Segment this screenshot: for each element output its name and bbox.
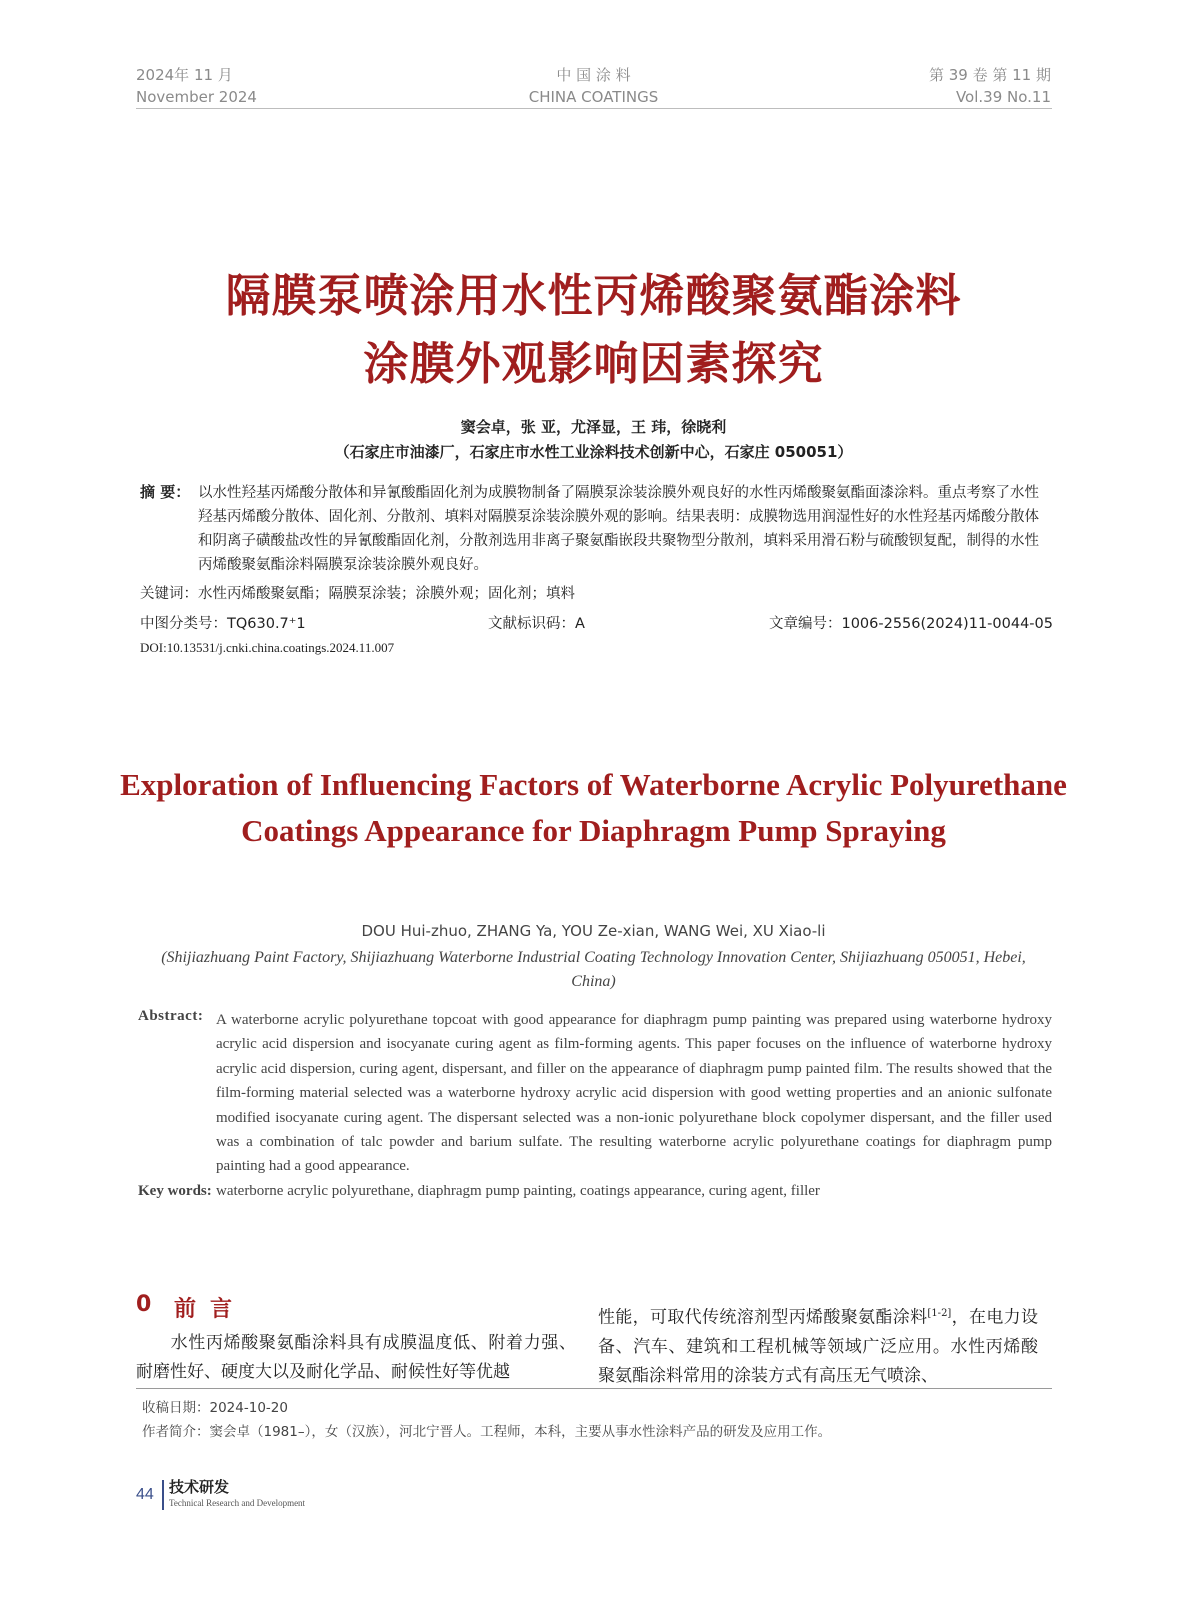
title-cn-line2: 涂膜外观影响因素探究: [363, 337, 824, 390]
title-en: Exploration of Influencing Factors of Waterborne Acrylic Polyurethane Coatings Appearance for Diaphragm Pump Spraying: [120, 767, 1067, 848]
header-date-en: November 2024: [136, 88, 257, 106]
affiliation-en: (Shijiazhuang Paint Factory, Shijiazhuang Waterborne Industrial Coating Technology Innovation Center, Shijiazhuang 050051, Hebei, China): [161, 949, 1026, 990]
section-number: 0: [136, 1292, 152, 1317]
header-volume: [929, 64, 1051, 108]
header-date-cn: 2024年 11 月: [136, 66, 233, 84]
title-cn-line1: 隔膜泵喷涂用水性丙烯酸聚氨酯涂料: [225, 269, 962, 322]
body-column-left: [136, 1329, 576, 1387]
authors-cn: 窦会卓，张 亚，尤泽显，王 玮，徐晓利: [460, 418, 727, 436]
footnote-divider: [136, 1388, 1052, 1389]
abstract-cn-label: 摘 要：: [140, 483, 191, 501]
received-date: 收稿日期：2024-10-20: [142, 1400, 288, 1416]
footer-section-cn: 技术研发: [169, 1478, 230, 1496]
header-journal-cn: 中 国 涂 料: [556, 66, 631, 84]
keywords-en-label: Key words:: [138, 1183, 212, 1199]
doi[interactable]: DOI:10.13531/j.cnki.china.coatings.2024.11.007: [140, 640, 395, 655]
author-bio: 作者简介：窦会卓（1981–），女（汉族），河北宁晋人。工程师，本科，主要从事水性涂料产品的研发及应用工作。: [142, 1424, 832, 1440]
keywords-cn: 关键词：水性丙烯酸聚氨酯；隔膜泵涂装；涂膜外观；固化剂；填料: [140, 586, 575, 602]
section-title: 前言: [174, 1297, 247, 1322]
keywords-en-text: waterborne acrylic polyurethane, diaphragm pump painting, coatings appearance, curing agent, filler: [216, 1183, 820, 1199]
document-code: 文献标识码：A: [488, 616, 585, 632]
footer-section-en: Technical Research and Development: [169, 1498, 306, 1508]
header-volume-cn: 第 39 卷 第 11 期: [928, 66, 1051, 84]
authors-en: DOU Hui-zhuo, ZHANG Ya, YOU Ze-xian, WANG Wei, XU Xiao-li: [361, 922, 826, 940]
citation-ref[interactable]: [1-2]: [927, 1308, 952, 1319]
header-journal-en: CHINA COATINGS: [528, 88, 659, 106]
header-divider: [136, 108, 1052, 109]
header-volume-en: Vol.39 No.11: [955, 88, 1051, 106]
classification-number: 中图分类号：TQ630.7⁺1: [140, 616, 306, 632]
article-number: 文章编号：1006-2556(2024)11-0044-05: [768, 616, 1053, 632]
title-cn: [60, 262, 1127, 398]
abstract-en-label: Abstract:: [138, 1008, 204, 1024]
body-right-text-a: 性能，可取代传统溶剂型丙烯酸聚氨酯涂料: [598, 1307, 928, 1328]
affiliation-cn: （石家庄市油漆厂，石家庄市水性工业涂料技术创新中心，石家庄 050051）: [334, 443, 853, 461]
abstract-cn-text: 以水性羟基丙烯酸分散体和异氰酸酯固化剂为成膜物制备了隔膜泵涂装涂膜外观良好的水性丙烯酸聚氨酯面漆涂料。重点考察了水性羟基丙烯酸分散体、固化剂、分散剂、填料对隔膜泵涂装涂膜外观的影响。结果表明：成膜物选用润湿性好的水性羟基丙烯酸分散体和阴离子磺酸盐改性的异氰酸酯固化剂，分散剂选用非离子聚氨酯嵌段共聚物型分散剂，填料采用滑石粉与硫酸钡复配，制得的水性丙烯酸聚氨酯涂料隔膜泵涂装涂膜外观良好。: [198, 485, 1039, 573]
footer-bar: [162, 1480, 164, 1510]
abstract-en-text: A waterborne acrylic polyurethane topcoat with good appearance for diaphragm pump painting was prepared using waterborne hydroxy acrylic acid dispersion and isocyanate curing agent as film-forming agents. This paper focuses on the influence of waterborne hydroxy acrylic acid dispersion, curing agent, dispersant, and filler on the appearance of diaphragm pump painted film. The results showed that the film-forming material selected was a waterborne hydroxy acrylic acid dispersion with good wetting properties and an anionic sulfonate modified isocyanate curing agent. The dispersant selected was a non-ionic polyurethane block copolymer dispersant, and the filler used was a combination of talc powder and barium sulfate. The resulting waterborne acrylic polyurethane coatings for diaphragm pump painting had a good appearance.: [216, 1012, 1052, 1175]
page-number: 44: [136, 1486, 154, 1503]
body-column-right: [598, 1299, 1038, 1391]
body-right-text-b: ，在电力设备、汽车、建筑和工程机械等领域广泛应用。水性丙烯酸聚氨酯涂料常用的涂装方式有高压无气喷涂、: [598, 1307, 1039, 1386]
body-left-text: 水性丙烯酸聚氨酯涂料具有成膜温度低、附着力强、耐磨性好、硬度大以及耐化学品、耐候性好等优越: [136, 1333, 576, 1382]
